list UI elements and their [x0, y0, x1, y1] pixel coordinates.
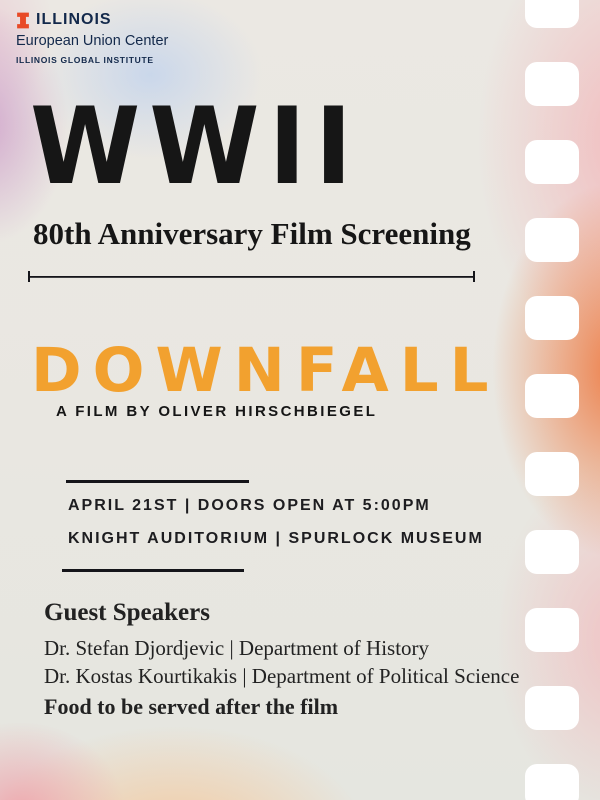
- logo-unit-name: European Union Center: [16, 33, 169, 49]
- event-venue-line: KNIGHT AUDITORIUM | SPURLOCK MUSEUM: [68, 530, 484, 547]
- illinois-block-i-icon: [16, 12, 30, 29]
- film-sprocket-hole: [525, 140, 579, 184]
- film-title: DOWNFALL: [31, 335, 500, 406]
- speaker-line: Dr. Stefan Djordjevic | Department of History: [44, 636, 430, 660]
- illinois-logo: [16, 11, 168, 65]
- event-date-line: APRIL 21ST | DOORS OPEN AT 5:00PM: [68, 497, 431, 514]
- speaker-line: Dr. Kostas Kourtikakis | Department of Political Science: [44, 664, 520, 688]
- guest-speakers-section: [44, 599, 519, 720]
- film-sprocket-hole: [525, 62, 579, 106]
- film-sprocket-hole: [525, 452, 579, 496]
- poster-title: WWII: [30, 84, 362, 209]
- film-byline: A FILM BY OLIVER HIRSCHBIEGEL: [56, 403, 378, 420]
- film-sprocket-hole: [525, 530, 579, 574]
- illinois-wordmark: ILLINOIS: [36, 11, 112, 28]
- event-divider-top: [66, 480, 249, 483]
- event-divider-bottom: [62, 569, 244, 572]
- film-sprocket-hole: [525, 218, 579, 262]
- film-sprocket-hole: [525, 764, 579, 800]
- logo-row: [16, 11, 168, 29]
- poster-subtitle: 80th Anniversary Film Screening: [33, 216, 471, 251]
- ticked-divider: [28, 271, 475, 282]
- logo-institute-name: ILLINOIS GLOBAL INSTITUTE: [16, 55, 154, 65]
- food-note: Food to be served after the film: [44, 694, 339, 719]
- speakers-heading: Guest Speakers: [44, 599, 210, 626]
- film-sprocket-hole: [525, 686, 579, 730]
- film-sprocket-hole: [525, 0, 579, 28]
- film-sprocket-hole: [525, 374, 579, 418]
- film-sprocket-hole: [525, 296, 579, 340]
- film-strip: [525, 0, 579, 800]
- film-sprocket-hole: [525, 608, 579, 652]
